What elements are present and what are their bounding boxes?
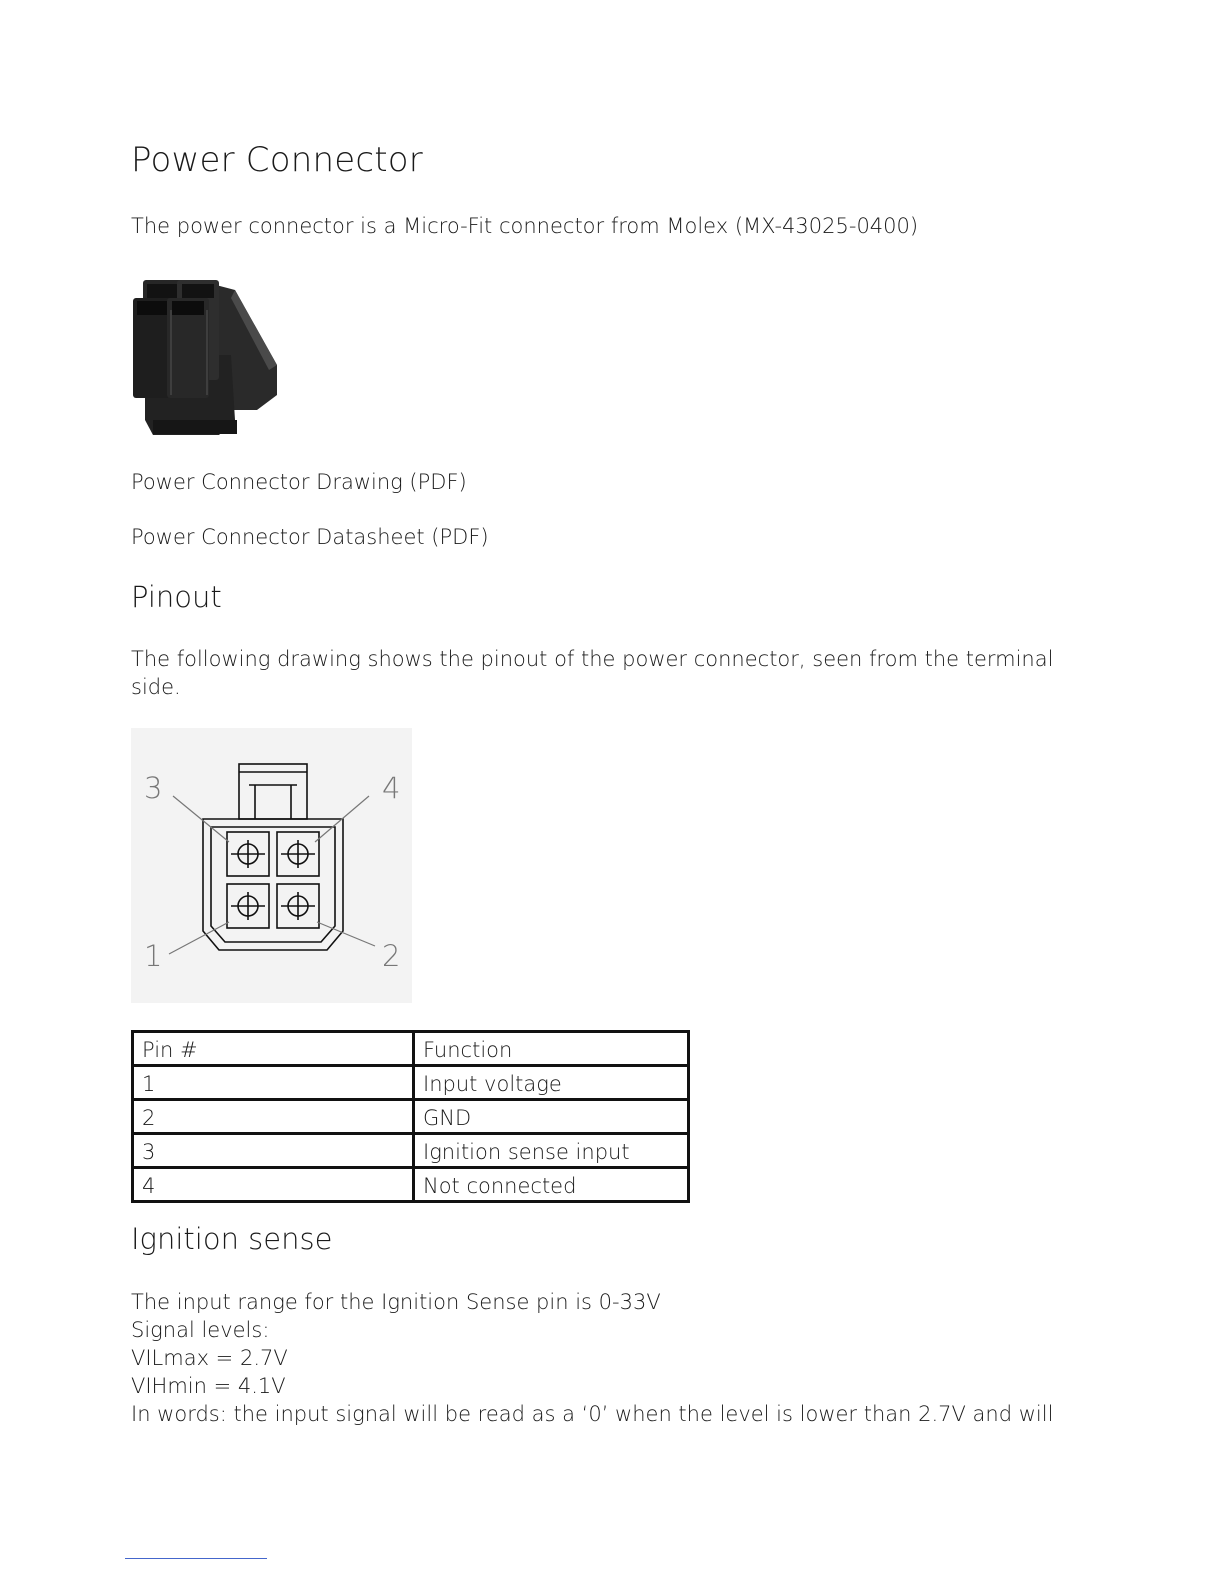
table-header-function: Function (414, 1032, 689, 1066)
page-title: Power Connector (131, 140, 423, 180)
table-cell-pin: 2 (133, 1100, 414, 1134)
footnote-separator (125, 1558, 267, 1559)
connector-photo (131, 270, 281, 440)
pinout-description: The following drawing shows the pinout of the power connector, seen from the terminal side. (131, 647, 1054, 699)
table-cell-pin: 3 (133, 1134, 414, 1168)
diagram-label-pin-1: 1 (144, 939, 163, 973)
diagram-label-pin-3: 3 (144, 771, 163, 805)
pinout-table (131, 1030, 690, 1203)
table-cell-function: Input voltage (414, 1066, 689, 1100)
table-row (133, 1168, 689, 1202)
ignition-text (131, 1288, 1053, 1428)
drawing-pdf-link[interactable]: Power Connector Drawing (PDF) (131, 470, 467, 494)
ignition-line-vihmin: VIHmin = 4.1V (131, 1374, 286, 1398)
ignition-line-vilmax: VILmax = 2.7V (131, 1346, 288, 1370)
pinout-diagram (131, 728, 412, 1003)
table-cell-pin: 1 (133, 1066, 414, 1100)
table-row (133, 1066, 689, 1100)
ignition-line-words: In words: the input signal will be read as a ‘0’ when the level is lower than 2.7V and will (131, 1402, 1054, 1426)
ignition-heading: Ignition sense (131, 1222, 333, 1256)
table-header-row (133, 1032, 689, 1066)
diagram-label-pin-4: 4 (382, 771, 401, 805)
table-cell-function: Ignition sense input (414, 1134, 689, 1168)
pinout-heading: Pinout (131, 580, 222, 614)
table-row (133, 1134, 689, 1168)
diagram-label-pin-2: 2 (382, 939, 401, 973)
pinout-drawing (131, 728, 412, 1003)
table-header-pin: Pin # (133, 1032, 414, 1066)
intro-paragraph: The power connector is a Micro-Fit connector from Molex (MX-43025-0400) (131, 214, 919, 238)
table-cell-pin: 4 (133, 1168, 414, 1202)
table-cell-function: GND (414, 1100, 689, 1134)
datasheet-pdf-link[interactable]: Power Connector Datasheet (PDF) (131, 525, 489, 549)
ignition-line-levels: Signal levels: (131, 1318, 270, 1342)
ignition-line-range: The input range for the Ignition Sense pin is 0-33V (131, 1290, 661, 1314)
table-cell-function: Not connected (414, 1168, 689, 1202)
table-row (133, 1100, 689, 1134)
